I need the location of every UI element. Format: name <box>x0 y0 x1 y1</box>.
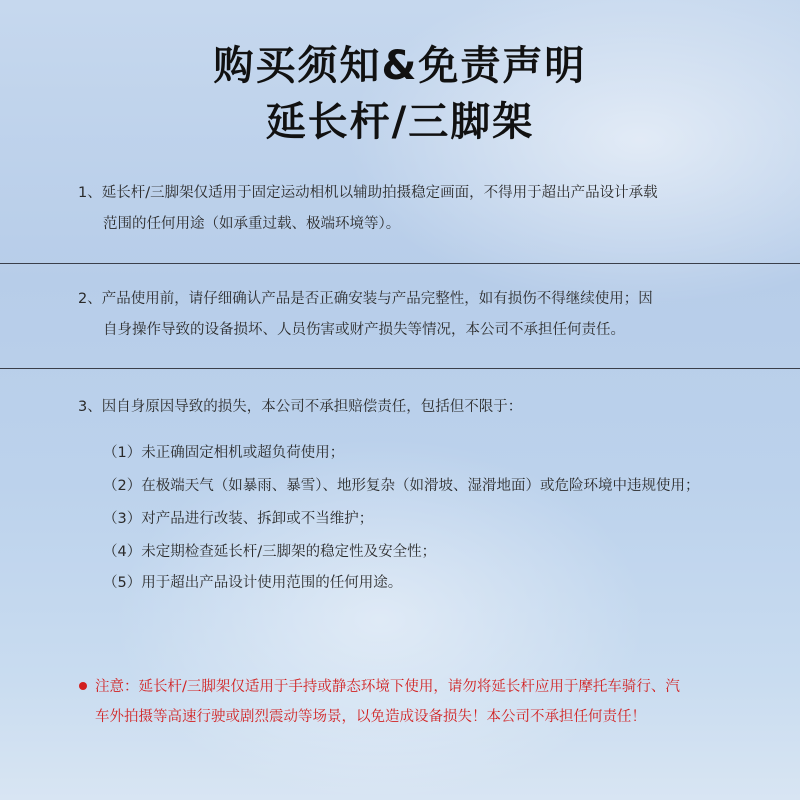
divider-1 <box>0 263 800 264</box>
section-2-line-2: 自身操作导致的设备损坏、人员伤害或财产损失等情况，本公司不承担任何责任。 <box>103 322 625 338</box>
section-3-line-1: 3、因自身原因导致的损失，本公司不承担赔偿责任，包括但不限于： <box>78 399 523 415</box>
section-3 <box>78 392 522 423</box>
title-line-2: 延长杆/三脚架 <box>265 99 535 145</box>
warning-note-line-2: 车外拍摄等高速行驶或剧烈震动等场景，以免造成设备损失！本公司不承担任何责任！ <box>95 709 646 725</box>
warning-note <box>95 672 680 732</box>
divider-2 <box>0 368 800 369</box>
section-2-line-1: 2、产品使用前，请仔细确认产品是否正确安装与产品完整性，如有损伤不得继续使用；因 <box>78 291 653 307</box>
section-1-line-2: 范围的任何用途（如承重过载、极端环境等）。 <box>103 216 401 232</box>
list-item-3: （3）对产品进行改装、拆卸或不当维护； <box>103 511 374 527</box>
list-item-2: （2）在极端天气（如暴雨、暴雪）、地形复杂（如滑坡、湿滑地面）或危险环境中违规使用； <box>103 478 700 494</box>
warning-note-line-1: 注意：延长杆/三脚架仅适用于手持或静态环境下使用，请勿将延长杆应用于摩托车骑行、汽 <box>95 679 680 695</box>
section-2 <box>78 284 653 346</box>
warning-dot-icon <box>79 682 87 690</box>
section-1 <box>78 178 658 240</box>
list-item-5: （5）用于超出产品设计使用范围的任何用途。 <box>103 575 403 591</box>
section-1-line-1: 1、延长杆/三脚架仅适用于固定运动相机以辅助拍摄稳定画面，不得用于超出产品设计承载 <box>78 185 658 201</box>
title-line-1: 购买须知&免责声明 <box>213 43 587 89</box>
list-item-1: （1）未正确固定相机或超负荷使用； <box>103 445 345 461</box>
list-item-4: （4）未定期检查延长杆/三脚架的稳定性及安全性； <box>103 544 437 560</box>
